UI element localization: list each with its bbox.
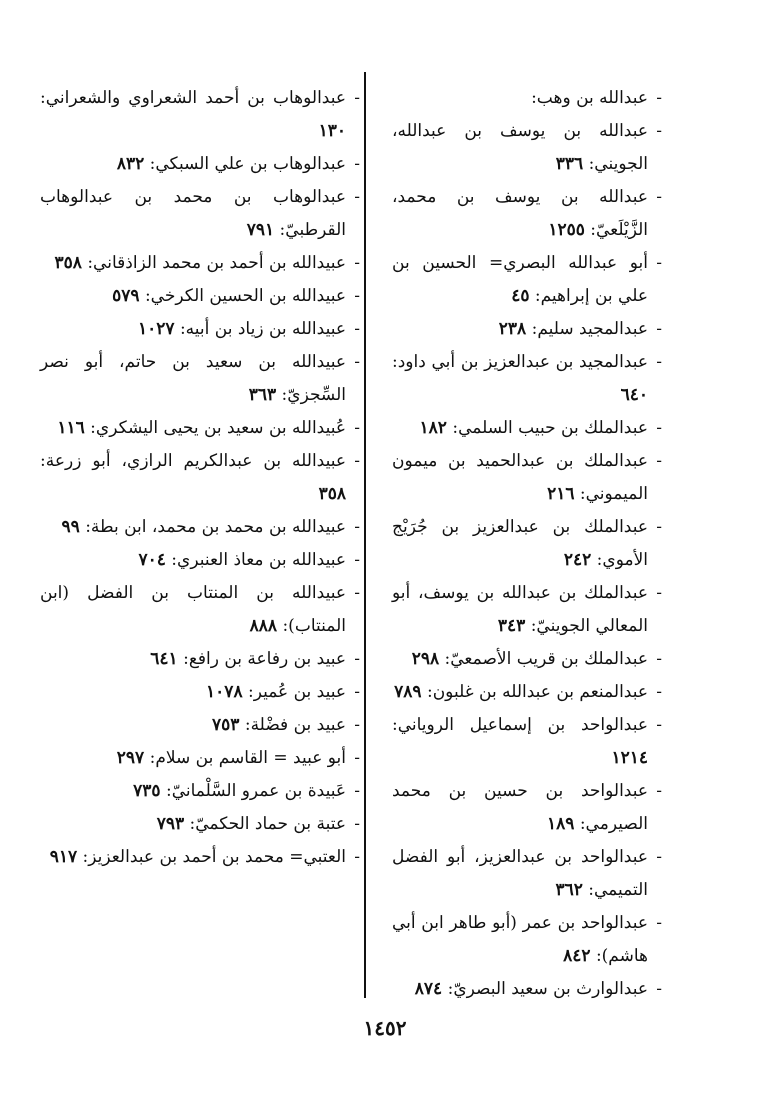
- index-entry: [40, 280, 358, 313]
- entry-page-number: ١٠٢٧: [138, 319, 175, 339]
- index-entry: [392, 445, 660, 511]
- entry-page-number: ٩١٧: [49, 847, 78, 867]
- entry-page-number: ٦٤٠: [620, 385, 648, 405]
- index-entry: [40, 676, 358, 709]
- index-entry: [40, 709, 358, 742]
- entry-page-number: ٩٩: [61, 517, 80, 537]
- entry-page-number: ٣٥٨: [318, 484, 346, 504]
- entry-name: عبدالملك بن عبدالحميد بن ميمون الميموني:: [392, 451, 648, 504]
- entry-name: عتبة بن حماد الحكميّ:: [189, 814, 346, 834]
- index-column-right: [392, 82, 660, 1006]
- index-entry: [40, 841, 358, 874]
- index-entry: [40, 511, 358, 544]
- entry-name: عبدالمنعم بن عبدالله بن غلبون:: [426, 682, 648, 702]
- index-column-left: [40, 82, 358, 874]
- index-entry: [40, 775, 358, 808]
- entry-page-number: ١٢٥٥: [548, 220, 585, 240]
- entry-name: عبدالله بن وهب:: [531, 88, 648, 108]
- index-entry: [40, 643, 358, 676]
- entry-page-number: ١٨٢: [419, 418, 447, 438]
- entry-name: عبدالمجيد سليم:: [531, 319, 648, 339]
- index-entry: [40, 577, 358, 643]
- entry-name: عبيدالله بن المنتاب بن الفضل (ابن المنتاب):: [40, 583, 346, 636]
- entry-page-number: ٥٧٩: [112, 286, 140, 306]
- index-entry: [392, 115, 660, 181]
- index-entry: [40, 808, 358, 841]
- entry-page-number: ٣٦٢: [555, 880, 583, 900]
- entry-name: العتبي= محمد بن أحمد بن عبدالعزيز:: [82, 847, 346, 867]
- entry-name: عبدالواحد بن إسماعيل الروياني:: [392, 715, 648, 735]
- index-entry: [392, 973, 660, 1006]
- entry-name: عبدالواحد بن حسين بن محمد الصيرمي:: [392, 781, 648, 834]
- index-entry: [40, 445, 358, 511]
- entry-name: عبدالوهاب بن أحمد الشعراوي والشعراني:: [40, 88, 346, 108]
- entry-name: عبدالواحد بن عمر (أبو طاهر ابن أبي هاشم):: [392, 913, 648, 966]
- entry-name: عبدالملك بن قريب الأصمعيّ:: [444, 649, 648, 669]
- entry-page-number: ٢٣٨: [498, 319, 527, 339]
- page-number: ١٤٥٢: [363, 1016, 407, 1040]
- entry-name: عبدالملك بن عبدالله بن يوسف، أبو المعالي الجوينيّ:: [392, 583, 648, 636]
- entry-page-number: ٨٧٤: [414, 979, 443, 999]
- index-entry: [40, 412, 358, 445]
- entry-name: عبيدالله بن عبدالكريم الرازي، أبو زرعة:: [40, 451, 346, 471]
- entry-name: عبيد بن رفاعة بن رافع:: [183, 649, 346, 669]
- entry-name: عَبيدة بن عمرو السَّلْمانيّ:: [165, 781, 346, 801]
- index-entry: [40, 247, 358, 280]
- index-entry: [40, 181, 358, 247]
- entry-name: عبيدالله بن زياد بن أبيه:: [179, 319, 346, 339]
- entry-name: عبيدالله بن معاذ العنبري:: [171, 550, 346, 570]
- entry-name: عبدالواحد بن عبدالعزيز، أبو الفضل التميمي:: [392, 847, 648, 900]
- index-entry: [392, 346, 660, 412]
- entry-name: أبو عبدالله البصري= الحسين بن علي بن إبراهيم:: [392, 253, 648, 306]
- entry-page-number: ٨٤٢: [563, 946, 591, 966]
- entry-page-number: ٦٤١: [150, 649, 178, 669]
- entry-page-number: ٢٩٨: [411, 649, 440, 669]
- index-entry: [392, 181, 660, 247]
- entry-page-number: ١٨٩: [547, 814, 575, 834]
- index-entry: [392, 709, 660, 775]
- entry-name: عبيد بن فضْلة:: [244, 715, 346, 735]
- index-entry: [392, 775, 660, 841]
- entry-page-number: ٢١٦: [547, 484, 575, 504]
- column-divider: [364, 72, 366, 998]
- entry-name: عبيدالله بن سعيد بن حاتم، أبو نصر السِّجزيّ:: [40, 352, 346, 405]
- entry-name: عبدالوارث بن سعيد البصريّ:: [447, 979, 648, 999]
- index-entry: [392, 841, 660, 907]
- entry-page-number: ٢٩٧: [116, 748, 145, 768]
- entry-page-number: ٧٩١: [246, 220, 275, 240]
- index-entry: [392, 643, 660, 676]
- entry-page-number: ٧٣٥: [133, 781, 161, 801]
- index-entry: [40, 82, 358, 148]
- index-entry: [40, 313, 358, 346]
- entry-name: عبدالملك بن حبيب السلمي:: [452, 418, 648, 438]
- entry-name: عبدالله بن يوسف بن عبدالله، الجويني:: [392, 121, 648, 174]
- index-entry: [392, 907, 660, 973]
- entry-name: عبيدالله بن الحسين الكرخي:: [144, 286, 346, 306]
- index-entry: [392, 412, 660, 445]
- entry-name: عبيد بن عُمير:: [247, 682, 346, 702]
- entry-name: عبيدالله بن أحمد بن محمد الزاذقاني:: [87, 253, 346, 273]
- entry-page-number: ١١٦: [57, 418, 85, 438]
- entry-page-number: ٢٤٢: [563, 550, 592, 570]
- index-entry: [392, 511, 660, 577]
- entry-page-number: ١٣٠: [318, 121, 346, 141]
- entry-page-number: ٣٣٦: [555, 154, 584, 174]
- entry-name: عبدالوهاب بن علي السبكي:: [149, 154, 346, 174]
- entry-name: عبدالله بن يوسف بن محمد، الزَّيْلَعيّ:: [392, 187, 648, 240]
- index-entry: [392, 313, 660, 346]
- entry-page-number: ٣٤٣: [497, 616, 526, 636]
- entry-page-number: ٣٦٣: [248, 385, 277, 405]
- entry-page-number: ٧٨٩: [394, 682, 422, 702]
- index-entry: [392, 82, 660, 115]
- entry-name: عبدالوهاب بن محمد بن عبدالوهاب القرطبيّ:: [40, 187, 346, 240]
- entry-name: عبدالملك بن عبدالعزيز بن جُرَيْج الأموي:: [392, 517, 648, 570]
- index-entry: [392, 577, 660, 643]
- entry-page-number: ٧٥٣: [212, 715, 240, 735]
- entry-name: عبدالمجيد بن عبدالعزيز بن أبي داود:: [392, 352, 648, 372]
- entry-name: أبو عبيد = القاسم بن سلام:: [149, 748, 346, 768]
- entry-page-number: ١٢١٤: [611, 748, 648, 768]
- index-entry: [40, 346, 358, 412]
- index-entry: [40, 742, 358, 775]
- entry-page-number: ٧٩٣: [156, 814, 185, 834]
- entry-page-number: ٤٥: [511, 286, 530, 306]
- entry-name: عُبيدالله بن سعيد بن يحيى اليشكري:: [90, 418, 346, 438]
- index-entry: [392, 676, 660, 709]
- entry-page-number: ١٠٧٨: [206, 682, 243, 702]
- entry-name: عبيدالله بن محمد بن محمد، ابن بطة:: [85, 517, 346, 537]
- entry-page-number: ٨٨٨: [249, 616, 278, 636]
- entry-page-number: ٨٣٢: [116, 154, 145, 174]
- index-entry: [40, 148, 358, 181]
- entry-page-number: ٧٠٤: [138, 550, 166, 570]
- entry-page-number: ٣٥٨: [54, 253, 82, 273]
- index-entry: [40, 544, 358, 577]
- index-entry: [392, 247, 660, 313]
